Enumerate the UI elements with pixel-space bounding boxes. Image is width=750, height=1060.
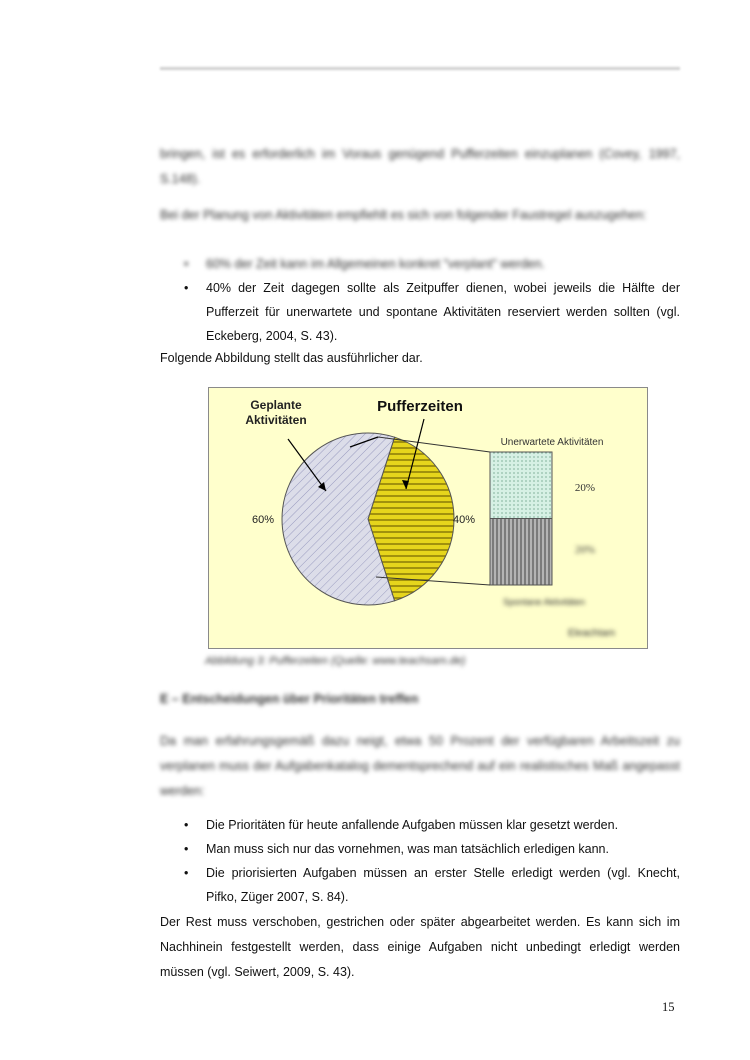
slice-label-right: 40%	[452, 514, 476, 526]
section-paragraph: Da man erfahrungsgemäß dazu neigt, etwa 50 Prozent der verfügbaren Arbeitszeit zu verplanen muss der Aufgabenkatalog dementsprechend auf ein realistisches Maß angepasst werden:	[160, 734, 680, 798]
annotation-left-line1: Geplante	[250, 398, 302, 412]
annotation-left-line2: Aktivitäten	[245, 413, 307, 427]
list-item: • Man muss sich nur das vornehmen, was man tatsächlich erledigen kann.	[160, 837, 680, 861]
list-item: • Die priorisierten Aufgaben müssen an erster Stelle erledigt werden (vgl. Knecht, Pifko, Züger 2007, S. 84).	[160, 861, 680, 909]
bullet-list-bottom	[160, 813, 680, 909]
bar-segment-unerwartete	[490, 452, 552, 519]
bar-value-bottom: 20%	[574, 544, 596, 556]
closing-paragraph: Der Rest muss verschoben, gestrichen oder später abgearbeitet werden. Es kann sich im Nachhinein festgestellt werden, dass einige Aufgaben nicht unbedingt erledigt werden müssen (vgl. Seiwert, 2009, S. 43).	[160, 915, 680, 979]
bar-value-top: 20%	[574, 482, 596, 494]
list-item: • 60% der Zeit kann im Allgemeinen konkret "verplant" werden.	[160, 252, 680, 276]
bar-segment-spontane	[490, 519, 552, 586]
slice-label-left: 60%	[251, 514, 275, 526]
figure-intro: Folgende Abbildung stellt das ausführlicher dar.	[160, 351, 423, 365]
page-number: 15	[662, 1000, 675, 1014]
bar-label-top: Unerwartete Aktivitäten	[500, 437, 604, 448]
section-heading: E – Entscheidungen über Prioritäten treffen	[160, 692, 419, 706]
bullet-list-top	[160, 252, 680, 348]
breakdown-bar	[490, 452, 552, 585]
header-rule	[160, 67, 680, 70]
list-item: • 40% der Zeit dagegen sollte als Zeitpuffer dienen, wobei jeweils die Hälfte der Pufferzeit für unerwartete und spontane Aktivitäten reserviert werden sollten (vgl. Eckeberg, 2004, S. 43).	[160, 276, 680, 348]
intro-paragraph: bringen, ist es erforderlich im Voraus genügend Pufferzeiten einzuplanen (Covey, 1997, S.148).	[160, 147, 680, 186]
figure-credit: Eleachtam	[568, 628, 616, 639]
pie-chart-figure	[208, 387, 648, 649]
figure-caption: Abbildung 3: Pufferzeiten (Quelle: www.teachsam.de)	[205, 655, 466, 667]
bar-label-bottom: Spontane Aktivitäten	[502, 597, 586, 607]
chart-title: Pufferzeiten	[377, 398, 463, 415]
list-item: • Die Prioritäten für heute anfallende Aufgaben müssen klar gesetzt werden.	[160, 813, 680, 837]
pie	[282, 433, 454, 605]
rule-paragraph: Bei der Planung von Aktivitäten empfiehlt es sich von folgender Faustregel auszugehen:	[160, 208, 647, 222]
